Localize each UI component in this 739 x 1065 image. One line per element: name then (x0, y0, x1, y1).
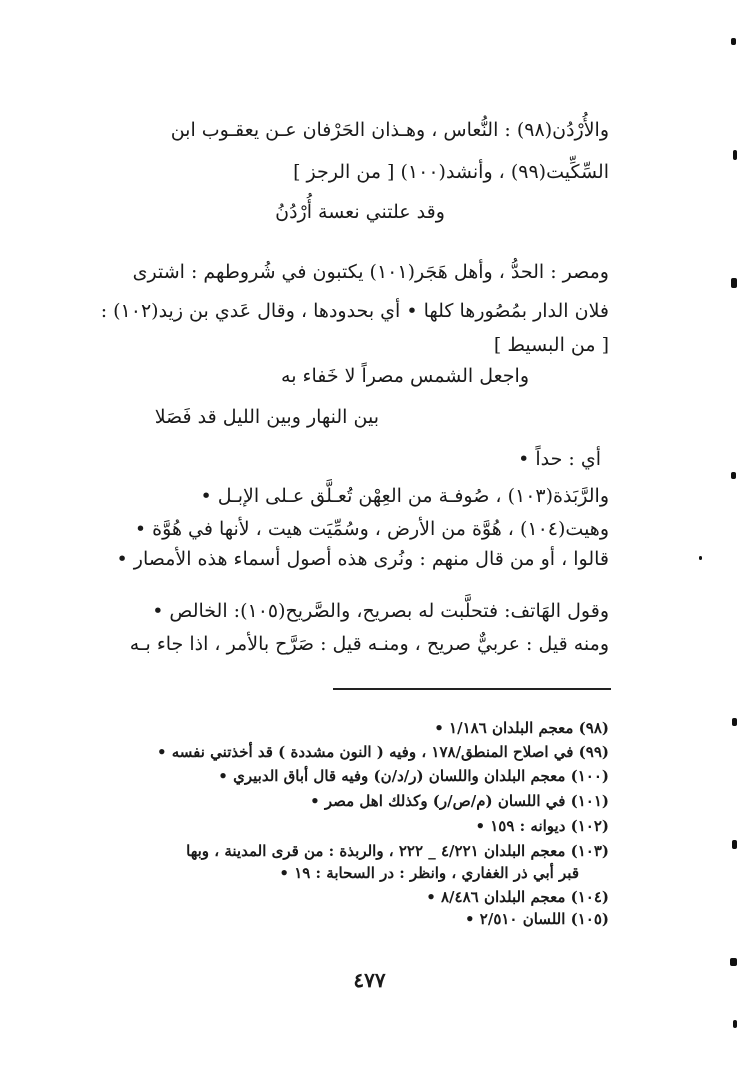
footnote-100: (١٠٠) معجم البلدان واللسان (ر/د/ن) وفيه قال أباق الدبيري • (218, 767, 609, 785)
text-line-3: ومصر : الحدُّ ، وأهل هَجَر(١٠١) يكتبون في شُروطهم : اشترى (132, 261, 609, 283)
text-line-6: والرَّبَذة(١٠٣) ، صُوفـة من العِهْن تُعـلَّق عـلى الإبـل • (200, 485, 609, 507)
margin-mark-5 (699, 556, 702, 560)
margin-mark-9 (733, 1020, 737, 1028)
margin-mark-1 (731, 38, 736, 45)
margin-mark-7 (732, 840, 737, 849)
margin-mark-2 (733, 150, 737, 160)
text-line-5: أي : حداً • (518, 448, 601, 470)
footnote-102: (١٠٢) ديوانه : ١٥٩ • (475, 817, 609, 835)
footnote-105: (١٠٥) اللسان ٢/٥١٠ • (464, 910, 609, 928)
text-line-9: وقول الهَاتف: فتحلَّبت له بصريح، والصَّريح(١٠٥): الخالص • (152, 600, 609, 622)
footnote-103-continued: قبر أبي ذر الغفاري ، وانظر : در السحابة : ١٩ • (279, 864, 579, 882)
footnote-101: (١٠١) في اللسان (م/ص/ر) وكذلك اهل مصر • (310, 792, 609, 810)
verse-line-1: وقد علتني نعسة أُرْدُنُ (275, 201, 445, 223)
verse-line-3: بين النهار وبين الليل قد فَصَلا (154, 406, 379, 428)
margin-mark-3 (731, 278, 737, 288)
text-line-1: والأُرْدُن(٩٨) : النُّعاس ، وهـذان الحَرْفان عـن يعقـوب ابن (170, 119, 609, 141)
text-line-7: وهيت(١٠٤) ، هُوَّة من الأرض ، وسُمِّيَت هيت ، لأنها في هُوَّة • (134, 518, 609, 540)
footnote-103: (١٠٣) معجم البلدان ٤/٢٢١ _ ٢٢٢ ، والربذة : من قرى المدينة ، وبها (186, 842, 609, 860)
text-line-4: فلان الدار بمُصُورها كلها • أي بحدودها ، وقال عَدي بن زيد(١٠٢) : (100, 300, 609, 322)
footnote-104: (١٠٤) معجم البلدان ٨/٤٨٦ • (426, 888, 609, 906)
text-line-8: قالوا ، أو من قال منهم : ونُرى هذه أصول أسماء هذه الأمصار • (116, 548, 609, 570)
margin-mark-6 (732, 718, 737, 726)
margin-mark-8 (730, 958, 737, 966)
text-line-2: السِّكِّيت(٩٩) ، وأنشد(١٠٠) [ من الرجز ] (293, 161, 609, 183)
page-number: ٤٧٧ (353, 968, 386, 992)
footnote-divider (333, 688, 611, 690)
margin-mark-4 (731, 472, 736, 479)
text-line-10: ومنه قيل : عربيٌّ صريح ، ومنـه قيل : صَرَّح بالأمر ، اذا جاء بـه (129, 633, 609, 655)
verse-line-2: واجعل الشمس مصراً لا خَفاء به (281, 365, 529, 387)
meter-label: [ من البسيط ] (493, 334, 609, 356)
footnote-99: (٩٩) في اصلاح المنطق/١٧٨ ، وفيه ( النون مشددة ) قد أخذتني نفسه • (156, 743, 609, 761)
footnote-98: (٩٨) معجم البلدان ١/١٨٦ • (434, 719, 609, 737)
